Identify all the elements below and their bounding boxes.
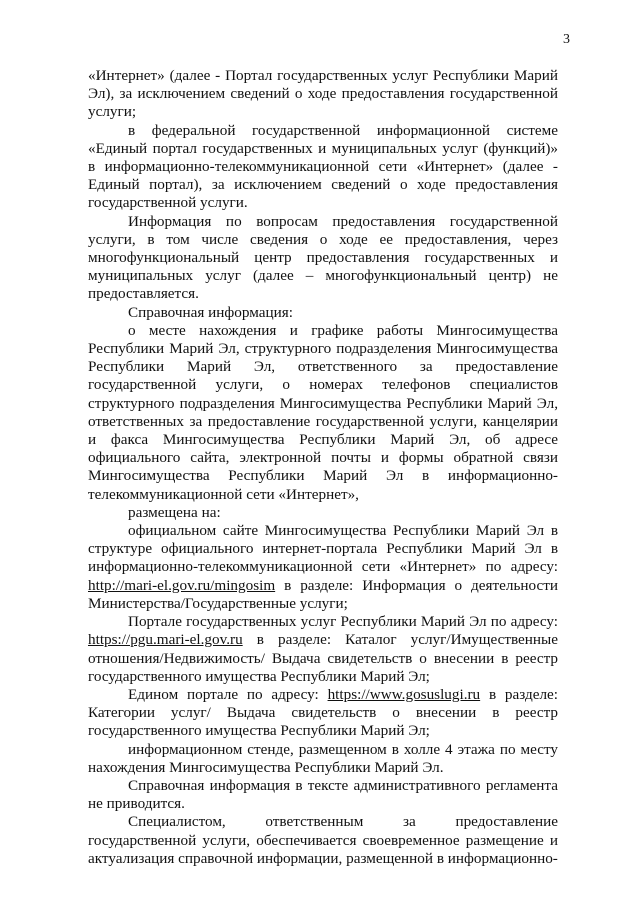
- official-site-text-after: в разделе: Информация о деятельности Министерства/Государственные услуги;: [88, 576, 558, 612]
- paragraph-portal: [88, 613, 558, 686]
- paragraph-unified-portal-system: в федеральной государственной информационной системе «Единый портал государственных и муниципальных услуг (функций)» в информационно-телекоммуникационной сети «Интернет» (далее - Единый портал), за исключением сведений о ходе предоставления государственной услуги.: [88, 121, 558, 212]
- paragraph-mfc-info: Информация по вопросам предоставления государственной услуги, в том числе сведения о ходе ее предоставления, через многофункциональный центр предоставления государственных и муниципальных услуг (далее – многофункциональный центр) не предоставляется.: [88, 212, 558, 303]
- paragraph-unified-portal: [88, 686, 558, 741]
- portal-link[interactable]: https://pgu.mari-el.gov.ru: [88, 631, 243, 649]
- paragraph-reference-heading: Справочная информация:: [128, 303, 293, 321]
- unified-portal-text-after: в разделе: Категории услуг/ Выдача свидетельств о внесении в реестр государственного имущества Республики Марий Эл;: [88, 685, 558, 740]
- unified-portal-link[interactable]: https://www.gosuslugi.ru: [327, 685, 481, 703]
- portal-text-before: Портале государственных услуг Республики Марий Эл по адресу:: [128, 613, 558, 631]
- paragraph-official-site: [88, 522, 558, 613]
- paragraph-reference-contents: о месте нахождения и графике работы Мингосимущества Республики Марий Эл, структурного подразделения Мингосимущества Республики Марий Эл, ответственного за предоставление государственной услуги, о номерах телефонов специалистов структурного подразделения Мингосимущества Республики Марий Эл, ответственных за предоставление государственной услуги, канцелярии и факса Мингосимущества Республики Марий Эл, об адресе официального сайта, электронной почты и формы обратной связи Мингосимущества Республики Марий Эл в информационно-телекоммуникационной сети «Интернет»,: [88, 321, 558, 503]
- unified-portal-text-before: Едином портале по адресу:: [128, 685, 328, 703]
- page-number: 3: [563, 32, 570, 47]
- paragraph-portal-continuation: «Интернет» (далее - Портал государственных услуг Республики Марий Эл), за исключением сведений о ходе предоставления государственной услуги;: [88, 67, 558, 121]
- paragraph-info-stand: информационном стенде, размещенном в холле 4 этажа по месту нахождения Мингосимущества Республики Марий Эл.: [88, 740, 558, 776]
- paragraph-placed-on: размещена на:: [128, 503, 221, 521]
- official-site-link[interactable]: http://mari-el.gov.ru/mingosim: [88, 576, 276, 594]
- official-site-text-before: официальном сайте Мингосимущества Республики Марий Эл в структуре официального интернет-портала Республики Марий Эл в информационно-телекоммуникационной сети «Интернет» по адресу:: [88, 522, 558, 576]
- paragraph-not-in-regulation: Справочная информация в тексте административного регламента не приводится.: [88, 776, 558, 813]
- portal-text-after: в разделе: Каталог услуг/Имущественные отношения/Недвижимость/ Выдача свидетельств о внесении в реестр государственного имущества Республики Марий Эл;: [88, 631, 558, 685]
- document-body: [88, 67, 558, 868]
- paragraph-specialist-duty: Специалистом, ответственным за предоставление государственной услуги, обеспечивается своевременное размещение и актуализация справочной информации, размещенной в информационно-: [88, 813, 558, 867]
